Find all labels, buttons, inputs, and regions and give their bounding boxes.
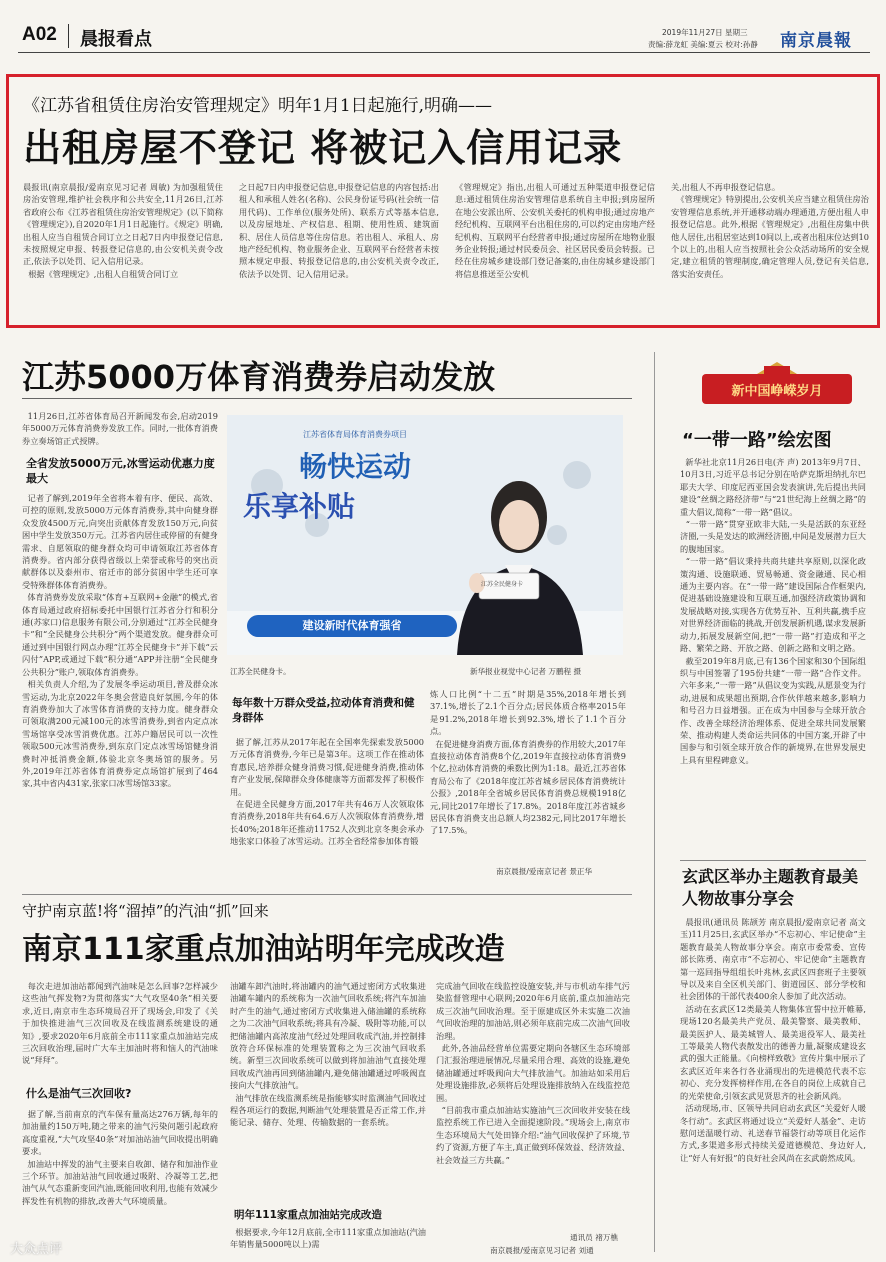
gas-subhead-1: 什么是油气三次回收? <box>26 1087 132 1100</box>
section-divider <box>68 24 69 48</box>
lead-column-1: 晨报讯(南京晨报/爱南京见习记者 周敏) 为加强租赁住房治安管理,维护社会秩序和公共安全,11月26日,江苏省政府公布《江苏省租赁住房治安管理规定》(以下简称《管理规定》),自2020年1月1日起施行。《规定》明确,出租人应当自租赁合同订立之日起7日内申报登记信息,未按照规定申报、转报登记信息的,由公安机关责令改正,依法予以处罚、记入信用记录。 根据《管理规定》,出租人自租赁合同订立 <box>23 182 223 279</box>
gas-column-2b: 根据要求,今年12月底前,全市111家重点加油站(汽油年销售量5000吨以上)需 <box>230 1227 426 1250</box>
badge-text: 新中国峥嵘岁月 <box>731 384 823 399</box>
sports-intro: 11月26日,江苏省体育局召开新闻发布会,启动2019年5000万元体育消费券发放工作。同时,一批体育消费券立奏场馆正式授牌。 <box>22 411 218 446</box>
gas-column-3: 完成油气回收在线监控设施安装,并与市机动车排气污染监督管理中心联网;2020年6月底前,重点加油站完成三次油气回收治理。至于原建成区外未实施二次油气回收治理的加油站,则必须年底前完成二次油气回收治理。 此外,各油品经营单位需要定期向各辖区生态环境部门汇报治理进展情况,尽量采用合理、高效的设施,避免储油罐通过呼吸阀向大气排放油气。加油站如采用后处理设施排放,必须将后处理设施排放纳入在线监控范围。 “目前我市重点加油站实施油气三次回收并安装在线监控系统工作已进入全面提速阶段。”现场会上,南京市生态环境局大气处田锋介绍:“油气回收保护了环境,节约了资源,方便了车主,真正做到环保效益、经济效益、社会效益三方共赢。” <box>436 981 630 1165</box>
issue-date: 2019年11月27日 星期三 <box>662 28 748 37</box>
ad-banner: 建设新时代体育强省 <box>247 615 457 637</box>
page-number: A02 <box>22 24 57 45</box>
photo-credit: 新华报业视觉中心记者 万鹏程 摄 <box>470 667 582 676</box>
gas-column-1: 每次走进加油站都闻到汽油味是怎么回事?怎样减少这些油气挥发物?为贯彻落实“大气攻坚40条”相关要求,近日,南京市生态环境局召开了现场会,印发了《关于加快推进油气三次回收及在线监测系统建设的通知》,要求2020年6月底前全市111家重点加油站完成三次回收治理,届时广大车主加油时将和恼人的汽油味说“拜拜”。 <box>22 981 218 1066</box>
sports-byline: 南京晨报/爱南京记者 景正华 <box>496 867 593 876</box>
gas-byline-1: 通讯员 褚万樵 <box>570 1233 618 1242</box>
lead-column-2: 之日起7日内申报登记信息,申报登记信息的内容包括:出租人和承租人姓名(名称)、公民身份证号码(社会统一信用代码)、工作单位(服务处所)、联系方式等基本信息,以及房屋地址、产权信息、租期、使用性质、建筑面积、居住人员信息等住房信息。若出租人、承租人、房地产经纪机构、物业服务企业、互联网平台经营者未按照本规定申报、转报登记信息的,由公安机关责令改正,依法予以处罚、记入信用记录。 <box>239 182 439 279</box>
sidebar-badge <box>702 360 852 408</box>
lead-headline: 出租房屋不登记 将被记入信用记录 <box>23 126 623 170</box>
gas-byline-2: 南京晨报/爱南京见习记者 刘通 <box>490 1246 594 1255</box>
gas-column-1b: 据了解,当前南京的汽车保有量高达276万辆,每年的加油量约150万吨,随之带来的油气污染问题引起政府高度重视,“大气攻坚40条”对加油站油气回收提出明确要求。 加油站中挥发的油气主要来自收卸、储存和加油作业三个环节。加油站油气回收通过吸附、冷凝等工艺,把油气从气态重新变回汽油,既能回收利用,也能有效减少挥发性有机物的排放,改善大气环境质量。 <box>22 1109 218 1206</box>
photo-caption: 江苏全民健身卡。 <box>230 667 291 676</box>
sports-subhead-2: 每年数十万群众受益,拉动体育消费和健身群体 <box>232 697 415 724</box>
watermark: 大众点评 <box>10 1242 63 1257</box>
gas-subhead-2: 明年111家重点加油站完成改造 <box>234 1209 382 1221</box>
lead-column-4: 关,出租人不再申报登记信息。 《管理规定》特别提出,公安机关应当建立租赁住房治安管理信息系统,并开通移动端办理通道,方便出租人申报登记信息。此外,根据《管理规定》,出租住房集中供他人居住,出租居室达到10间以上,或者出租床位达到10个以上的,出租人应当按照社会公众活动场所的安全规定,建立租赁的管理制度,确定管理人员,登记有关信息,落实治安责任。 <box>671 182 869 279</box>
sidebar-rule <box>680 860 866 861</box>
ad-title-line1: 畅快运动 <box>299 450 412 483</box>
lead-column-3: 《管理规定》指出,出租人可通过五种渠道申报登记信息:通过租赁住房治安管理信息系统自主申报;到房屋所在地公安派出所、公安机关委托的机构申报;通过房地产经纪机构、互联网平台出租住房的,可以约定由房地产经纪机构、互联网平台经营者申报;通过房屋所在地物业服务企业转报;通过村民委员会、社区居民委员会转报。已经在住房城乡建设部门登记备案的,由住房城乡建设部门将信息推送至公安机 <box>455 182 655 279</box>
section-title: 晨报看点 <box>80 29 152 50</box>
ad-card-text: 江苏全民健身卡 <box>481 581 524 588</box>
sidebar-story-2: 晨报讯(通讯员 陈颉芳 南京晨报/爱南京记者 高文玉)11月25日,玄武区举办“不忘初心、牢记使命”主题教育最美人物故事分享会。南京市委常委、宣传部长陈勇、南京市“不忘初心、牢记使命”主题教育第一巡回指导组组长叶兆林,玄武区四套班子主要领导以及来自全区机关部门、街道园区、部分学校和社会团体的干部代表400余人参加了此次活动。 活动在玄武区12类最美人物集体宣誓中拉开帷幕,现场120名最美共产党员、最美警察、最美教师、最美医护人、最美城管人、最美退役军人、最美社工等最美人物代表散发出的德善力量,凝聚成建设玄武的强大正能量。《向榜样致敬》宣传片集中展示了玄武区近年来各行各业涌现出的先进模范代表不忘初心、充分发挥榜样作用,在各自的岗位上成就自己的光荣使命,引领玄武见贤思齐的社会新风尚。 活动现场,市、区领导共同启动玄武区“关爱好人暖冬行动”。玄武区将通过设立“关爱好人基金”、走访慰问送温暖行动、礼送春节福袋行动等项目化运作方式,多渠道多形式持续关爱道德模范、身边好人,让“好人有好报”的良好社会风尚在玄武蔚然成风。 <box>680 917 866 1163</box>
sports-rule <box>22 398 632 399</box>
sports-subhead-1: 全省发放5000万元,冰雪运动优惠力度最大 <box>26 457 215 485</box>
sports-column-3: 炼人口比例“十二五”时期是35%,2018年增长到37.1%,增长了2.1个百分点;居民体质合格率2015年是91.2%,2018年增长到92.3%,增长了1.1个百分点。 在促进健身消费方面,体育消费券的作用较大,2017年直接拉动体育消费8个亿,2019年直接拉动体育消费9个亿,拉动体育消费的乘数比例为1:18。最近,江苏省体育局公布了《2018年度江苏省城乡居民体育消费统计公报》,2018年全省城乡居民体育消费总规模1918亿元,同比2017年增长了17.8%。2018年度江苏省城乡居民体育消费支出总额人均2382元,同比2017年增长了17.5%。 <box>430 689 626 836</box>
issue-editors: 责编:薛龙虹 美编:夏云 校对:孙静 <box>648 40 758 49</box>
lead-story-box <box>6 74 880 328</box>
sports-column-2: 据了解,江苏从2017年起在全国率先探索发放5000万元体育消费券,今年已是第3年。这项工作在推动体育惠民,培养群众健身消费习惯,促进健身消费,推动体育产业发展,保障群众身体健康等方面都发挥了积极作用。 在促进全民健身方面,2017年共有46万人次领取体育消费券,2018年共有64.6万人次领取体育消费券,增长40%;2018年还推动11752人次到北京冬奥会承办地张家口体验了冰雪运动。江苏全省经常参加体育锻 <box>230 737 424 847</box>
ad-title-line2: 乐享补贴 <box>243 490 356 523</box>
ad-small-title: 江苏省体育局体育消费券项目 <box>303 430 407 439</box>
sidebar-headline-1: “一带一路”绘宏图 <box>682 430 832 451</box>
sports-headline: 江苏5000万体育消费券启动发放 <box>22 358 496 396</box>
sidebar-headline-2: 玄武区举办主题教育最美人物故事分享会 <box>682 867 859 908</box>
story3-top-rule <box>22 894 632 895</box>
sidebar-divider <box>654 352 655 1252</box>
gas-column-2: 油罐车卸汽油时,将油罐内的油气通过密闭方式收集进油罐车罐内的系统称为一次油气回收系统;将汽车加油时产生的油气,通过密闭方式收集进入储油罐的系统称之为二次油气回收系统;将具有冷凝、吸附等功能,可以把储油罐内高浓度油气经过处理回收成汽油,并控制排放符合环保标准的处理装置称之为三次油气回收系统。新型三次回收系统可以做到将加油油气直接处理回收成汽油再回到储油罐内,避免储油罐通过呼吸阀直接向大气排放油气。 油气排放在线监测系统是指能够实时监测油气回收过程各项运行的数据,判断油气处理装置是否正常工作,并能记录、储存、处理、传输数据的一套系统。 <box>230 981 426 1128</box>
paper-logo: 南京晨報 <box>780 31 852 51</box>
sports-voucher-photo <box>227 415 623 655</box>
lead-kicker: 《江苏省租赁住房治安管理规定》明年1月1日起施行,明确—— <box>23 96 493 116</box>
sports-column-1: 记者了解到,2019年全省将本着有序、便民、高效、可控的原则,发放5000万元体育消费券,其中向健身群众发放4500万元,向突出贡献体育发放150万元,向贫困中学生发放350万元。江苏省内居住或停留的有健身需求、自愿领取的健身群众均可申请领取江苏省体育消费券。省内部分获得省级以上荣誉或称号的突出贡献群体以及泰州市、宿迁市的部分贫困中学生还可享受特殊群体体育消费券。 体育消费券发放采取“体育+互联网+金融”的模式,省体育局通过政府招标委托中国银行江苏省分行和积分通(苏家口)信息服务有限公司,分别通过“江苏全民健身卡”和“全民健身公共积分”两个渠道发放。健身群众可通过到中国银行网点办理“江苏全民健身卡”并下载“云闪付”APP,或通过下载“积分通”APP并注册“全民健身公共积分”账户,领取体育消费券。 相关负责人介绍,为了发展冬季运动项目,普及群众冰雪运动,为北京2022年冬奥会营造良好氛围,今年的体育消费券加大了冰雪体育消费的支持力度。健身群众可领取满200元减100元的冰雪消费券,到省内定点冰雪场馆享受冰雪消费优惠。江苏户籍居民可以一次性领取500元冰雪消费券,到东京门定点冰雪场馆健身消费时冲抵消费金额,体验北京冬奥场馆的服务。另外,2019年江苏省体育消费券定点场馆扩展到了464家,其中省内431家,张家口冰雪场馆33家。 <box>22 493 218 789</box>
masthead-rule <box>18 52 870 53</box>
gas-headline: 南京111家重点加油站明年完成改造 <box>22 932 505 967</box>
sidebar-story-1: 新华社北京11月26日电(齐 声) 2013年9月7日、10月3日,习近平总书记分别在哈萨克斯坦纳扎尔巴耶夫大学、印度尼西亚国会发表演讲,先后提出共同建设“丝绸之路经济带”与“21世纪海上丝绸之路”的重大倡议,简称“一带一路”倡议。 “一带一路”贯穿亚欧非大陆,一头是活跃的东亚经济圈,一头是发达的欧洲经济圈,中间是发展潜力巨大的腹地国家。 “一带一路”倡议秉持共商共建共享原则,以深化政策沟通、设施联通、贸易畅通、资金融通、民心相通为主要内容。在“一带一路”建设国际合作框架内,促进基础设施建设和互联互通,加强经济政策协调和发展战略对接,实现各方优势互补、互利共赢,携手应对世界经济面临的挑战,开创发展新机遇,谋求发展新动力,拓展发展新空间,把“一带一路”打造成和平之路、繁荣之路、开放之路、创新之路和文明之路。 截至2019年8月底,已有136个国家和30个国际组织与中国签署了195份共建“一带一路”合作文件。六年多来,“一带一路”从倡议变为实践,从愿景变为行动,进展和成果超出预期,合作伙伴越来越多,影响力和号召力日益增强。正在成为中国参与全球开放合作、改善全球经济治理体系、促进全球共同发展繁荣、推动构建人类命运共同体的中国方案,开辟了中国参与和引领全球开放合作的新境界,在世界发展史上具有里程碑意义。 <box>680 457 866 765</box>
gas-kicker: 守护南京蓝!将“溜掉”的汽油“抓”回来 <box>22 902 269 920</box>
